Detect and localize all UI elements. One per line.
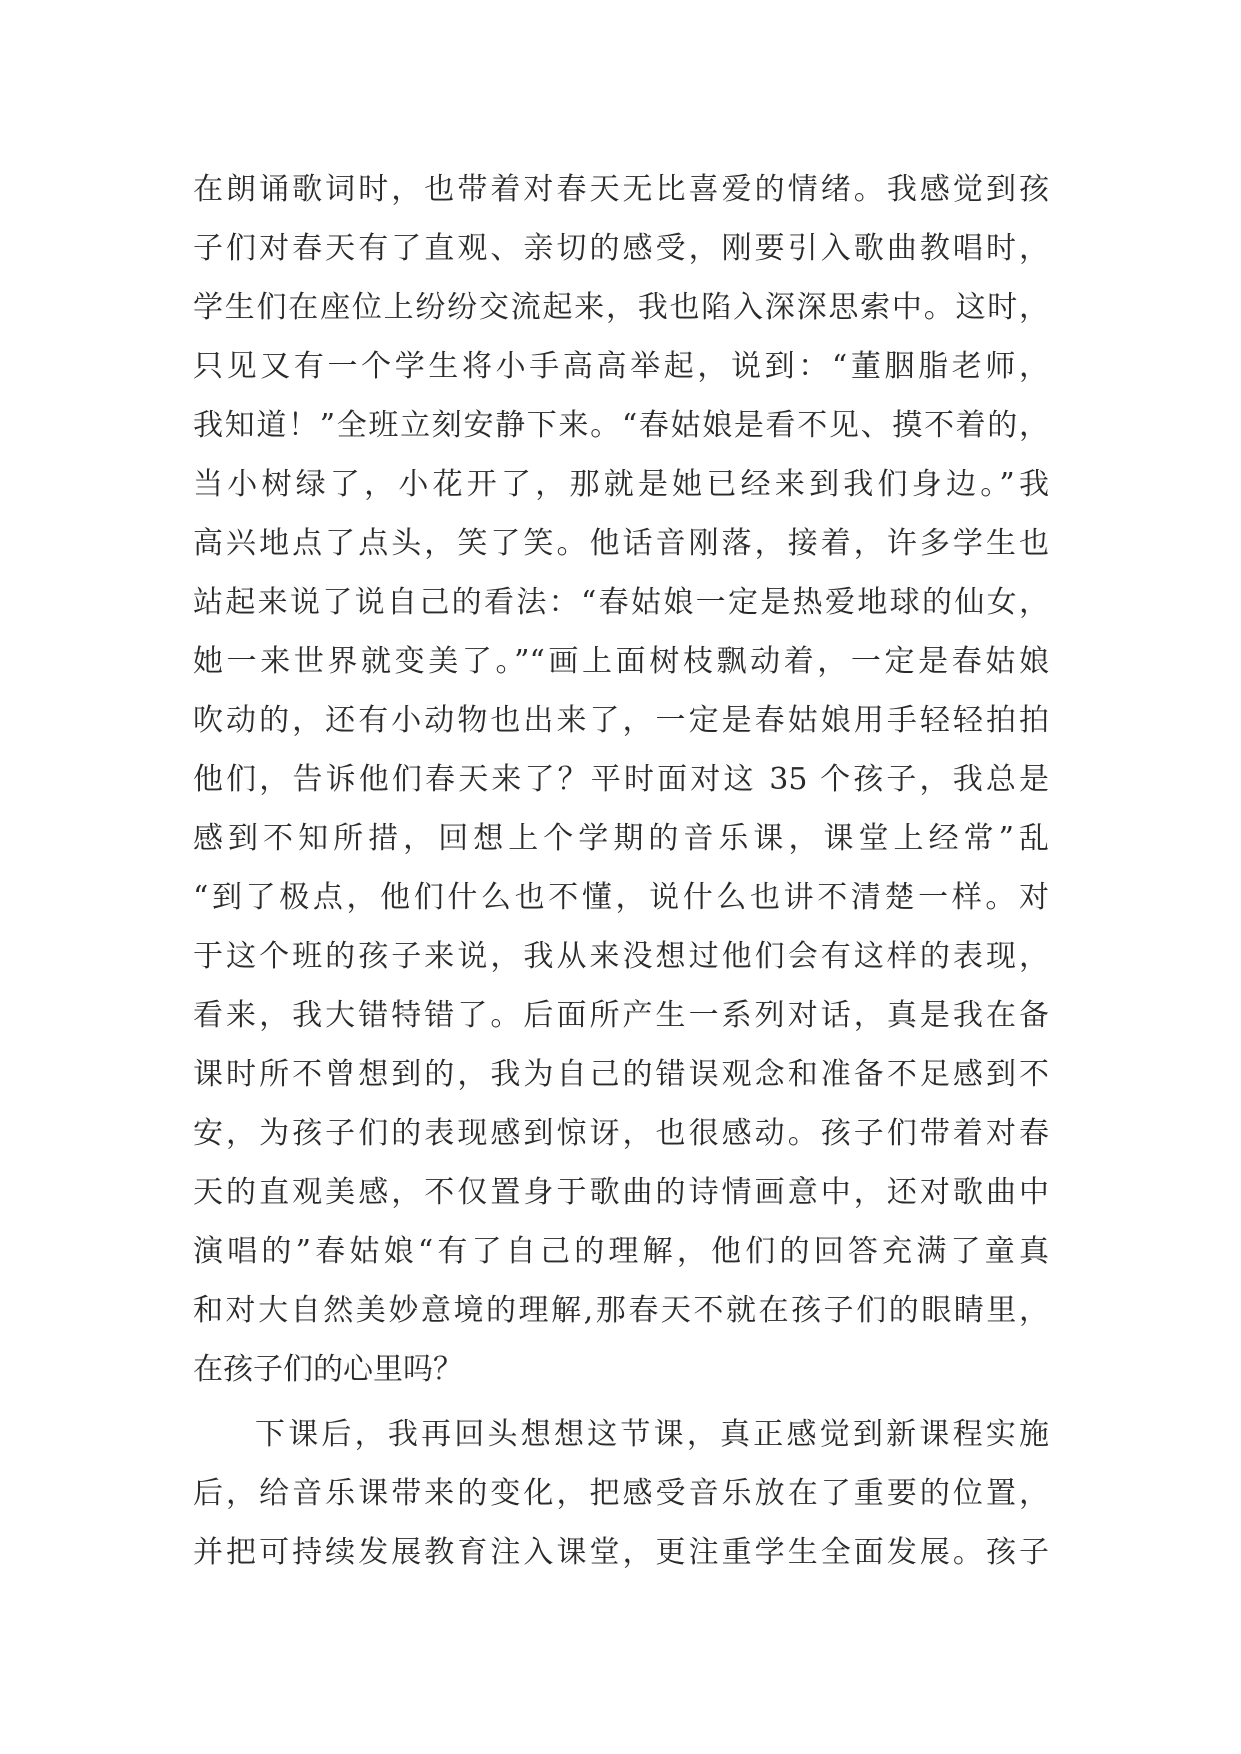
text-line: 课时所不曾想到的，我为自己的错误观念和准备不足感到不 [193,1057,1049,1092]
text-line: 在孩子们的心里吗？ [193,1352,463,1387]
text-line: 吹动的，还有小动物也出来了，一定是春姑娘用手轻轻拍拍 [193,703,1049,738]
text-line: 后，给音乐课带来的变化，把感受音乐放在了重要的位置， [193,1476,1049,1511]
text-line: 下课后，我再回头想想这节课，真正感觉到新课程实施 [255,1417,1049,1452]
text-line: 看来，我大错特错了。后面所产生一系列对话，真是我在备 [193,998,1049,1033]
paragraph-2 [193,1405,1049,1582]
text-line: 安，为孩子们的表现感到惊讶，也很感动。孩子们带着对春 [193,1116,1049,1151]
text-line: 并把可持续发展教育注入课堂，更注重学生全面发展。孩子 [193,1535,1049,1570]
text-line: 和对大自然美妙意境的理解,那春天不就在孩子们的眼睛里， [193,1293,1049,1328]
text-line: 站起来说了说自己的看法：“春姑娘一定是热爱地球的仙女， [193,585,1049,620]
text-line: 演唱的”春姑娘“有了自己的理解，他们的回答充满了童真 [193,1234,1049,1269]
text-line: 学生们在座位上纷纷交流起来，我也陷入深深思索中。这时， [193,290,1049,325]
text-line: 天的直观美感，不仅置身于歌曲的诗情画意中，还对歌曲中 [193,1175,1049,1210]
text-line: 高兴地点了点头，笑了笑。他话音刚落，接着，许多学生也 [193,526,1049,561]
paragraph-1 [193,160,1049,1399]
text-line: “到了极点，他们什么也不懂，说什么也讲不清楚一样。对 [193,880,1049,915]
text-line: 她一来世界就变美了。”“画上面树枝飘动着，一定是春姑娘 [193,644,1049,679]
text-line: 我知道！”全班立刻安静下来。“春姑娘是看不见、摸不着的， [193,408,1049,443]
text-line: 子们对春天有了直观、亲切的感受，刚要引入歌曲教唱时， [193,231,1049,266]
text-line: 当小树绿了，小花开了，那就是她已经来到我们身边。”我 [193,467,1049,502]
text-line: 于这个班的孩子来说，我从来没想过他们会有这样的表现， [193,939,1049,974]
text-line: 只见又有一个学生将小手高高举起，说到：“董胭脂老师， [193,349,1049,384]
text-line: 在朗诵歌词时，也带着对春天无比喜爱的情绪。我感觉到孩 [193,172,1049,207]
text-line: 他们，告诉他们春天来了？平时面对这 35 个孩子，我总是 [193,762,1049,797]
document-body [193,160,1049,1582]
text-line: 感到不知所措，回想上个学期的音乐课，课堂上经常”乱 [193,821,1049,856]
